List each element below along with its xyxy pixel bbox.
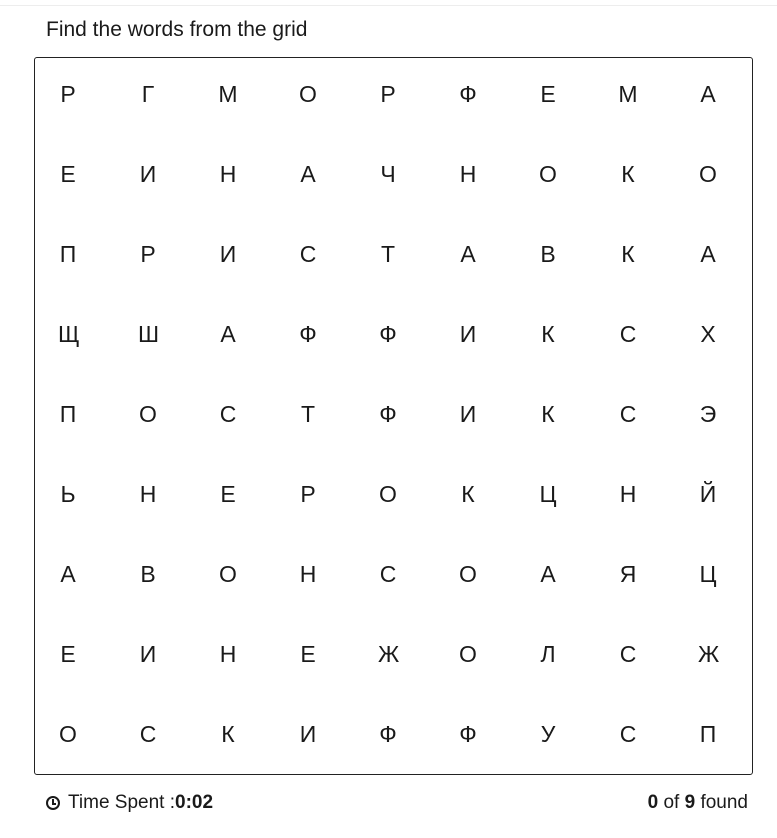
grid-cell[interactable] xyxy=(138,641,218,721)
grid-cell[interactable] xyxy=(298,641,378,721)
grid-cell[interactable] xyxy=(698,641,777,721)
grid-cell[interactable] xyxy=(58,241,138,321)
grid-letter: Е xyxy=(220,481,236,507)
grid-cell[interactable] xyxy=(538,561,618,641)
grid-letter: О xyxy=(539,161,557,187)
grid-cell[interactable] xyxy=(58,321,138,401)
grid-letter: Х xyxy=(700,321,716,347)
grid-letter: Я xyxy=(619,561,637,587)
grid-letter: Н xyxy=(219,161,237,187)
grid-cell[interactable] xyxy=(698,401,777,481)
grid-cell[interactable] xyxy=(378,481,458,561)
grid-letter: С xyxy=(139,721,157,747)
grid-cell[interactable] xyxy=(58,81,138,161)
grid-cell[interactable] xyxy=(298,321,378,401)
grid-letter: Г xyxy=(141,81,155,107)
grid-cell[interactable] xyxy=(458,81,538,161)
grid-cell[interactable] xyxy=(538,241,618,321)
word-grid xyxy=(58,81,777,801)
grid-letter: Н xyxy=(299,561,317,587)
grid-cell[interactable] xyxy=(138,241,218,321)
instruction-text: Find the words from the grid xyxy=(46,18,308,41)
grid-letter: К xyxy=(541,321,555,347)
grid-cell[interactable] xyxy=(458,401,538,481)
grid-letter: Н xyxy=(619,481,637,507)
found-counter xyxy=(648,792,748,814)
grid-cell[interactable] xyxy=(538,81,618,161)
top-divider xyxy=(0,5,777,6)
grid-letter: И xyxy=(219,241,237,267)
grid-cell[interactable] xyxy=(138,321,218,401)
grid-letter: Р xyxy=(300,481,316,507)
grid-cell[interactable] xyxy=(618,721,698,801)
grid-cell[interactable] xyxy=(378,401,458,481)
grid-letter: А xyxy=(460,241,476,267)
grid-cell[interactable] xyxy=(378,161,458,241)
total-count: 9 xyxy=(684,792,696,813)
grid-letter: Ш xyxy=(138,321,160,347)
grid-cell[interactable] xyxy=(298,241,378,321)
grid-cell[interactable] xyxy=(58,721,138,801)
grid-letter: Ф xyxy=(379,721,397,747)
grid-cell[interactable] xyxy=(378,81,458,161)
grid-letter: Е xyxy=(60,641,76,667)
grid-letter: Р xyxy=(60,81,76,107)
grid-cell[interactable] xyxy=(698,81,777,161)
grid-cell[interactable] xyxy=(218,161,298,241)
grid-cell[interactable] xyxy=(218,241,298,321)
grid-letter: Ж xyxy=(378,641,400,667)
grid-cell[interactable] xyxy=(698,481,777,561)
grid-letter: Ц xyxy=(699,561,717,587)
grid-cell[interactable] xyxy=(458,481,538,561)
grid-cell[interactable] xyxy=(538,481,618,561)
grid-cell[interactable] xyxy=(618,161,698,241)
grid-cell[interactable] xyxy=(218,561,298,641)
grid-cell[interactable] xyxy=(458,561,538,641)
grid-letter: О xyxy=(59,721,77,747)
grid-cell[interactable] xyxy=(298,401,378,481)
grid-cell[interactable] xyxy=(138,721,218,801)
grid-letter: К xyxy=(221,721,235,747)
grid-letter: Ф xyxy=(459,81,477,107)
grid-letter: П xyxy=(59,241,77,267)
grid-cell[interactable] xyxy=(218,401,298,481)
grid-letter: А xyxy=(540,561,556,587)
grid-letter: Й xyxy=(699,481,717,507)
grid-cell[interactable] xyxy=(138,481,218,561)
grid-letter: Л xyxy=(540,641,556,667)
grid-letter: С xyxy=(299,241,317,267)
grid-letter: В xyxy=(540,241,556,267)
grid-cell[interactable] xyxy=(538,641,618,721)
grid-letter: И xyxy=(299,721,317,747)
grid-letter: Ь xyxy=(60,481,76,507)
grid-cell[interactable] xyxy=(458,241,538,321)
grid-letter: В xyxy=(140,561,156,587)
grid-cell[interactable] xyxy=(618,81,698,161)
grid-letter: К xyxy=(461,481,475,507)
grid-cell[interactable] xyxy=(538,321,618,401)
grid-letter: М xyxy=(618,81,638,107)
grid-letter: С xyxy=(619,721,637,747)
grid-cell[interactable] xyxy=(138,81,218,161)
grid-letter: Щ xyxy=(58,321,80,347)
grid-cell[interactable] xyxy=(458,641,538,721)
grid-letter: Э xyxy=(699,401,717,427)
grid-letter: С xyxy=(379,561,397,587)
grid-letter: Ц xyxy=(539,481,557,507)
grid-letter: П xyxy=(699,721,717,747)
grid-letter: И xyxy=(459,321,477,347)
grid-letter: Н xyxy=(219,641,237,667)
clock-icon xyxy=(46,796,60,810)
grid-cell[interactable] xyxy=(618,321,698,401)
grid-cell[interactable] xyxy=(218,641,298,721)
grid-cell[interactable] xyxy=(58,641,138,721)
grid-cell[interactable] xyxy=(218,321,298,401)
grid-cell[interactable] xyxy=(698,561,777,641)
grid-letter: Ж xyxy=(698,641,720,667)
grid-letter: Е xyxy=(540,81,556,107)
grid-letter: Ф xyxy=(299,321,317,347)
grid-cell[interactable] xyxy=(218,81,298,161)
grid-letter: Т xyxy=(300,401,316,427)
grid-letter: П xyxy=(59,401,77,427)
grid-letter: О xyxy=(459,561,477,587)
grid-cell[interactable] xyxy=(378,321,458,401)
grid-letter: О xyxy=(379,481,397,507)
of-label: of xyxy=(658,792,685,813)
grid-letter: Ф xyxy=(379,401,397,427)
grid-cell[interactable] xyxy=(138,561,218,641)
grid-letter: Т xyxy=(380,241,396,267)
grid-letter: А xyxy=(220,321,236,347)
grid-letter: Е xyxy=(300,641,316,667)
grid-cell[interactable] xyxy=(378,641,458,721)
grid-letter: Н xyxy=(459,161,477,187)
timer xyxy=(46,792,213,814)
word-grid-container xyxy=(34,57,753,775)
grid-cell[interactable] xyxy=(618,561,698,641)
grid-cell[interactable] xyxy=(298,721,378,801)
time-spent-value: 0:02 xyxy=(175,792,214,813)
grid-letter: С xyxy=(219,401,237,427)
found-count: 0 xyxy=(647,792,659,813)
grid-letter: О xyxy=(299,81,317,107)
grid-letter: У xyxy=(540,721,556,747)
grid-cell[interactable] xyxy=(298,81,378,161)
grid-letter: О xyxy=(699,161,717,187)
grid-letter: И xyxy=(139,641,157,667)
grid-cell[interactable] xyxy=(58,481,138,561)
grid-cell[interactable] xyxy=(218,481,298,561)
grid-cell[interactable] xyxy=(458,161,538,241)
grid-cell[interactable] xyxy=(458,321,538,401)
grid-cell[interactable] xyxy=(298,561,378,641)
found-label: found xyxy=(695,792,748,813)
grid-cell[interactable] xyxy=(378,241,458,321)
grid-cell[interactable] xyxy=(538,161,618,241)
grid-letter: М xyxy=(218,81,238,107)
grid-letter: Ч xyxy=(380,161,396,187)
grid-letter: Р xyxy=(140,241,156,267)
status-bar xyxy=(46,790,748,816)
grid-cell[interactable] xyxy=(218,721,298,801)
grid-letter: Н xyxy=(139,481,157,507)
grid-cell[interactable] xyxy=(618,481,698,561)
grid-letter: А xyxy=(60,561,76,587)
grid-letter: А xyxy=(700,81,716,107)
grid-letter: А xyxy=(700,241,716,267)
grid-cell[interactable] xyxy=(458,721,538,801)
grid-letter: С xyxy=(619,401,637,427)
grid-letter: О xyxy=(139,401,157,427)
grid-cell[interactable] xyxy=(298,161,378,241)
grid-cell[interactable] xyxy=(698,321,777,401)
grid-letter: К xyxy=(541,401,555,427)
grid-cell[interactable] xyxy=(298,481,378,561)
grid-cell[interactable] xyxy=(618,241,698,321)
grid-cell[interactable] xyxy=(698,161,777,241)
grid-letter: Е xyxy=(60,161,76,187)
grid-cell[interactable] xyxy=(698,241,777,321)
grid-letter: С xyxy=(619,321,637,347)
grid-letter: К xyxy=(621,241,635,267)
grid-letter: К xyxy=(621,161,635,187)
grid-cell[interactable] xyxy=(538,401,618,481)
grid-letter: О xyxy=(459,641,477,667)
grid-cell[interactable] xyxy=(378,721,458,801)
grid-letter: О xyxy=(219,561,237,587)
grid-cell[interactable] xyxy=(538,721,618,801)
grid-cell[interactable] xyxy=(618,401,698,481)
grid-letter: Р xyxy=(380,81,396,107)
grid-letter: Ф xyxy=(379,321,397,347)
grid-letter: А xyxy=(300,161,316,187)
grid-cell[interactable] xyxy=(138,401,218,481)
grid-cell[interactable] xyxy=(58,401,138,481)
grid-cell[interactable] xyxy=(58,561,138,641)
grid-cell[interactable] xyxy=(698,721,777,801)
grid-cell[interactable] xyxy=(138,161,218,241)
grid-letter: Ф xyxy=(459,721,477,747)
grid-cell[interactable] xyxy=(618,641,698,721)
time-spent-label: Time Spent : xyxy=(68,792,176,813)
grid-letter: С xyxy=(619,641,637,667)
grid-cell[interactable] xyxy=(378,561,458,641)
grid-letter: И xyxy=(459,401,477,427)
grid-cell[interactable] xyxy=(58,161,138,241)
grid-letter: И xyxy=(139,161,157,187)
